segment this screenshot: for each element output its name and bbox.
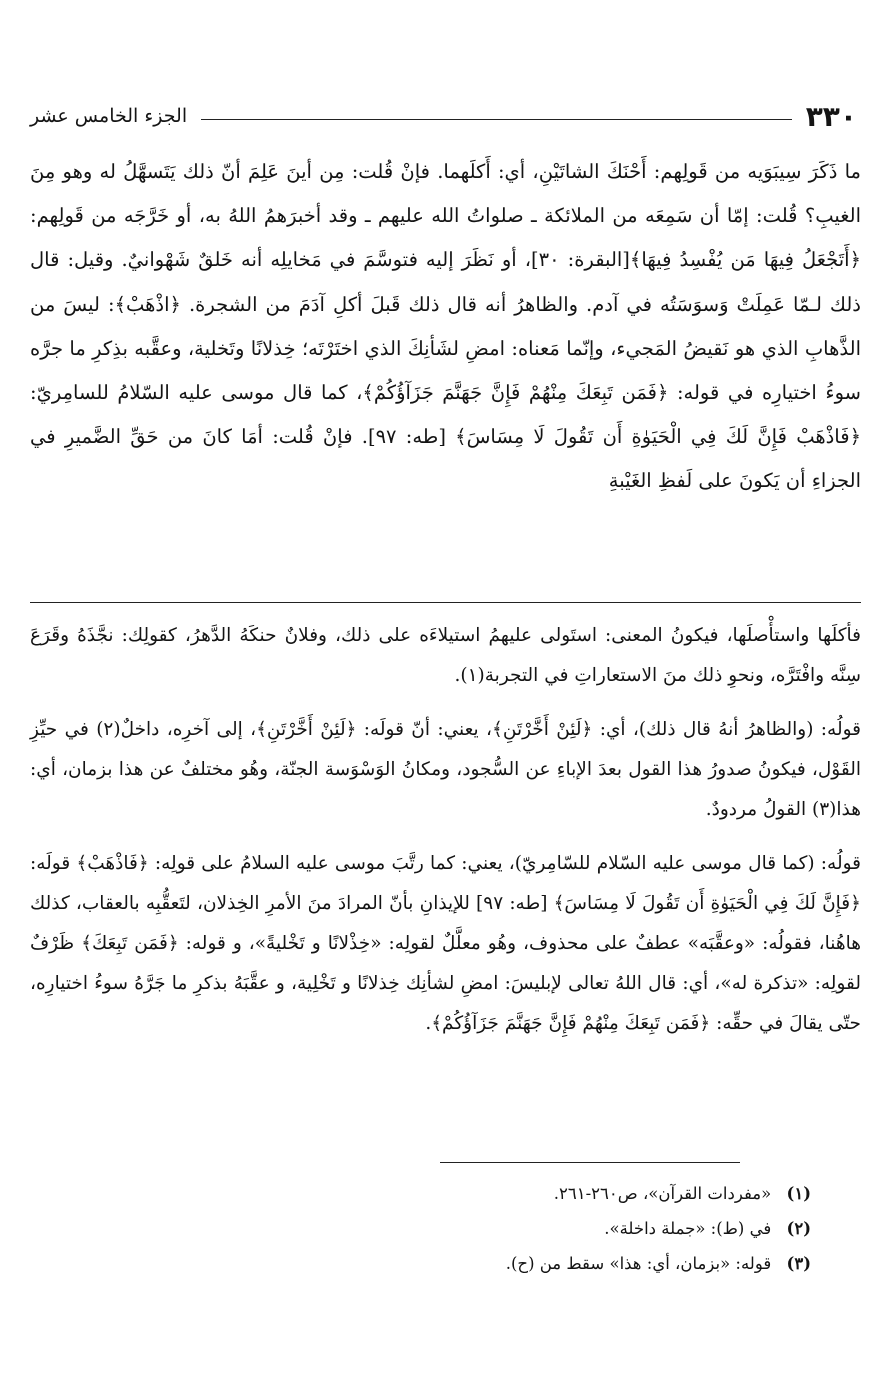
footnote-text: قوله: «بزمان، أي: هذا» سقط من (ح). [505, 1254, 772, 1273]
commentary-paragraph-1: فأكلَها واستأْصلَها، فيكونُ المعنى: استَولى عليهمُ استيلاءَه على ذلك، وفلانٌ حنكَهُ الدَّهرُ، كقولِك: نجَّذَهُ وقَرَعَ سِنَّه وافْتَرَّه، ونحوِ ذلك منَ الاستعاراتِ في التجربة(١). [30, 625, 861, 686]
running-title: الجزء الخامس عشر [30, 105, 188, 127]
footnotes-block [30, 1176, 811, 1281]
commentary-paragraph-2: قولُه: (والظاهرُ أنهُ قال ذلك)، أي: ﴿لَئِنْ أَخَّرْتَنِ﴾، يعني: أنّ قولَه: ﴿لَئِنْ أَخَّرْتَنِ﴾، إلى آخرِه، داخلٌ(٢) في حيِّزِ القَوْل، فيكونُ صدورُ هذا القول بعدَ الإباءِ عن السُّجود، ومكانُ الوَسْوَسة الجنّة، وهُو مختلفٌ عن هذا بزمان، أي: هذا(٣) القولُ مردودٌ. [30, 719, 862, 820]
commentary-block [30, 616, 861, 1058]
footnote-number: (١) [786, 1184, 811, 1203]
footnote-2 [30, 1211, 811, 1246]
commentary-paragraph-3: قولُه: (كما قال موسى عليه السّلام للسّامِريّ)، يعني: كما رتَّبَ موسى عليه السلامُ على قولِه: ﴿فَاذْهَبْ﴾ قولَه: ﴿فَإِنَّ لَكَ فِي الْحَيَوٰةِ أَن تَقُولَ لَا مِسَاسَ﴾ [طه: ٩٧] للإيذانِ بأنّ المرادَ منَ الأمرِ الخِذلان، لتَعقُّبِه بالعقاب، كذلك هاهُنا، فقولُه: «وعقَّبَه» عطفٌ على محذوف، وهُو معلَّلٌ لقولِه: «خِذْلانًا و تَخْليةً»، و قوله: ﴿فَمَن تَبِعَكَ﴾ ظَرْفٌ لقولِه: «تذكرة له»، أي: قال اللهُ تعالى لإبليسَ: امضِ لشأنِك خِذلانًا و تَخْلِية، و عقَّبَهُ بذكرِ ما جَرَّهُ سوءُ اختيارِه، حتّى يقالَ في حقِّه: ﴿فَمَن تَبِعَكَ مِنْهُمْ فَإِنَّ جَهَنَّمَ جَزَآؤُكُمْ﴾. [30, 853, 861, 1034]
commentary-divider [30, 602, 861, 603]
footnote-divider [440, 1162, 740, 1163]
page-number: ٣٣٠ [805, 99, 857, 133]
footnote-text: «مفردات القرآن»، ص٢٦٠-٢٦١. [553, 1184, 772, 1203]
header-rule [201, 119, 792, 120]
footnote-3 [30, 1246, 811, 1281]
page-header [30, 96, 857, 136]
main-text-paragraph: ما ذَكَرَ سِيبَوَيه من قَولِهم: أَحْنَكَ الشاتَيْنِ، أي: أَكلَهما. فإنْ قُلت: مِن أينَ عَلِمَ أنّ ذلك يَتَسهَّلُ له وهو مِنَ الغيبِ؟ قُلت: إمّا أن سَمِعَه من الملائكة ـ صلواتُ الله عليهم ـ وقد أخبرَهمُ اللهُ به، أو خَرَّجَه من قَولِهم: ﴿أَتَجْعَلُ فِيهَا مَن يُفْسِدُ فِيهَا﴾[البقرة: ٣٠]، أو نَظَرَ إليه فتوسَّمَ في مَخايلِه أنه خَلقٌ شَهْوانيٌ. وقيل: قال ذلك لـمّا عَمِلَتْ وَسوَسَتُه في آدم. والظاهرُ أنه قال ذلك قَبلَ أكلِ آدَمَ من الشجرة. ﴿اذْهَبْ﴾: ليسَ من الذَّهابِ الذي هو نَقيضُ المَجيء، وإنّما مَعناه: امضِ لشَأنِكَ الذي اختَرْتَه؛ خِذلانًا وتَخلية، وعقَّبه بذِكرِ ما جرَّه سوءُ اختيارِه في قوله: ﴿فَمَن تَبِعَكَ مِنْهُمْ فَإِنَّ جَهَنَّمَ جَزَآؤُكُمْ﴾، كما قال موسى عليه السّلامُ للسامِريّ: ﴿فَاذْهَبْ فَإِنَّ لَكَ فِي الْحَيَوٰةِ أَن تَقُولَ لَا مِسَاسَ﴾ [طه: ٩٧]. فإنْ قُلت: أمَا كانَ من حَقِّ الضَّميرِ في الجزاءِ أن يَكونَ على لَفظِ الغَيْبةِ [30, 160, 861, 493]
footnote-1 [30, 1176, 811, 1211]
main-text-block [30, 150, 861, 504]
footnote-text: في (ط): «جملة داخلة». [604, 1219, 772, 1238]
footnote-number: (٢) [786, 1219, 811, 1238]
footnote-number: (٣) [786, 1254, 811, 1273]
